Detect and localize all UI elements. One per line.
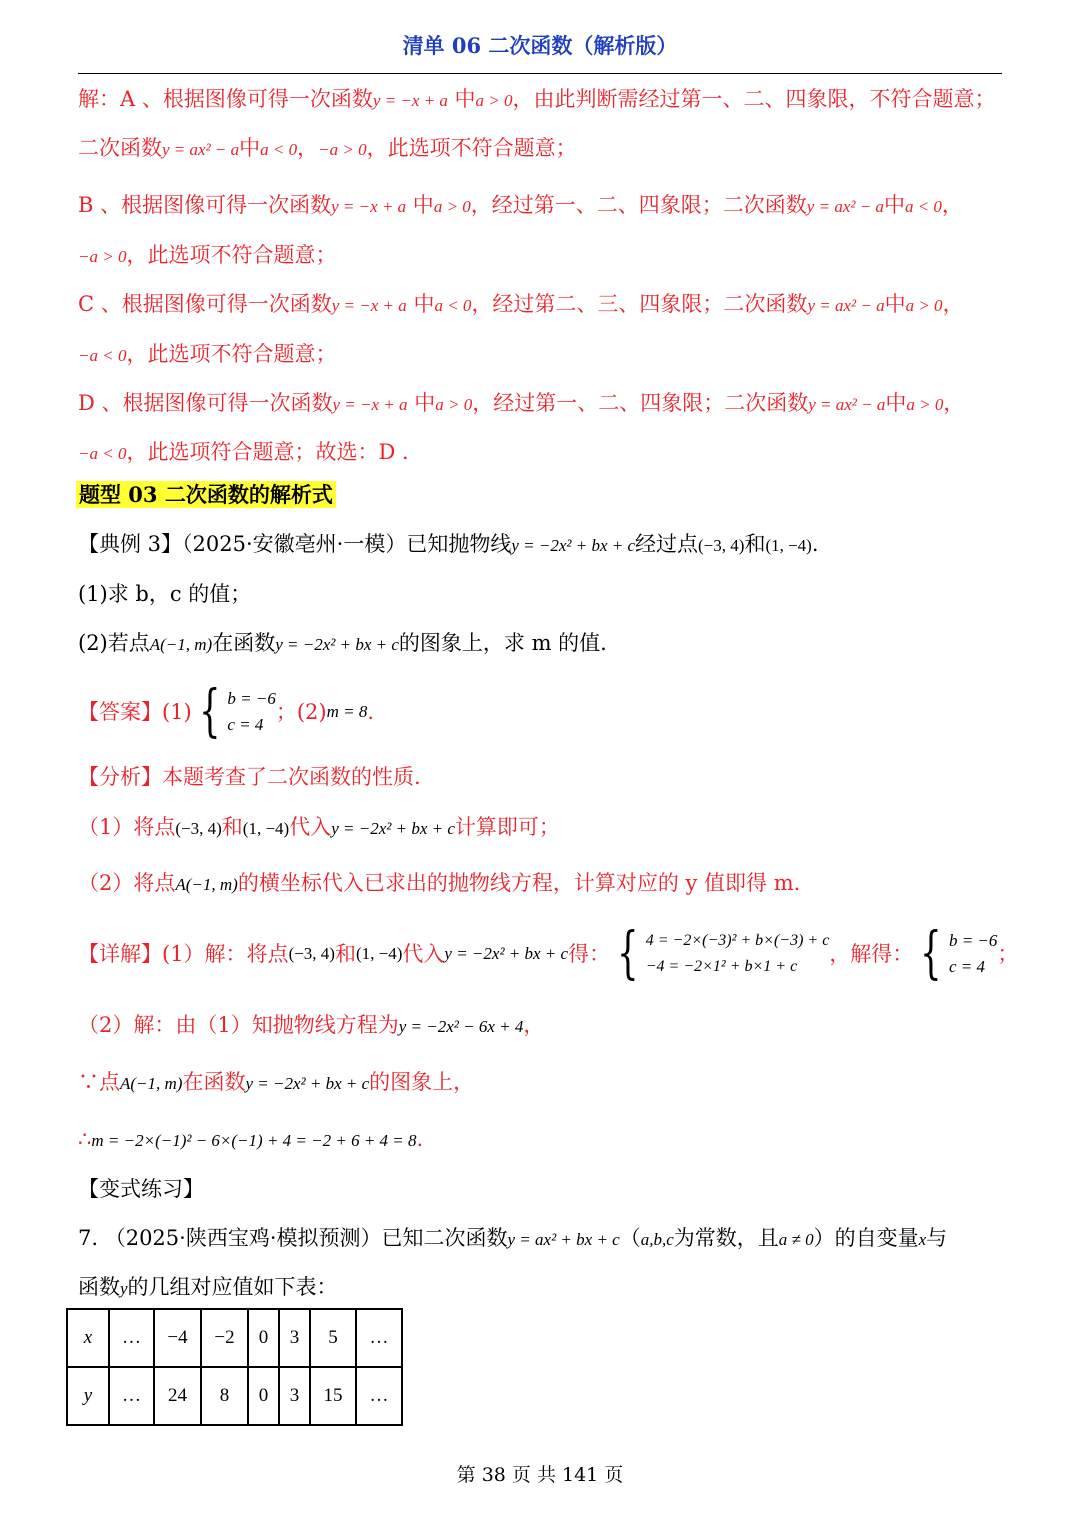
text: D 、根据图像可得一次函数: [78, 391, 333, 415]
table-cell: −2: [201, 1309, 248, 1367]
formula: a > 0: [906, 395, 944, 414]
detail-line-3: [78, 1067, 474, 1099]
text: .: [416, 1127, 424, 1151]
text: .: [367, 700, 375, 724]
text: D .: [378, 440, 409, 464]
text: ，此选项不符合题意；: [126, 342, 337, 366]
formula: y: [120, 1279, 128, 1298]
answer-line: [78, 679, 375, 744]
text: ，: [297, 136, 319, 160]
formula: y = ax² + bx + c: [507, 1230, 620, 1249]
text: （2）将点: [78, 871, 176, 895]
left-brace-icon: {: [920, 921, 942, 986]
text: 代入: [402, 942, 445, 966]
analysis-label: 【分析】本题考查了二次函数的性质.: [78, 765, 421, 789]
text: B 、根据图像可得一次函数: [78, 193, 332, 217]
text: C 、根据图像可得一次函数: [78, 292, 332, 316]
formula: (1, −4): [765, 536, 812, 555]
practice-label: 【变式练习】: [78, 1177, 204, 1201]
table-cell: …: [109, 1367, 154, 1425]
text: 中: [406, 292, 435, 316]
answer-label: 【答案】(1): [78, 700, 192, 724]
text: ，由此判断需经过第一、二、四象限，不符合题意；: [512, 87, 996, 111]
text: 中: [407, 391, 436, 415]
formula: y = ax² − a: [807, 296, 885, 315]
formula: (−3, 4): [175, 819, 222, 838]
table-cell: …: [356, 1309, 402, 1367]
equation-system: [646, 928, 830, 980]
text: 在函数: [182, 1070, 246, 1094]
left-brace-icon: {: [198, 679, 221, 744]
table-cell: 24: [154, 1367, 201, 1425]
table-cell: …: [109, 1309, 154, 1367]
text: 的几组对应值如下表：: [127, 1275, 338, 1299]
table-cell: y: [67, 1367, 109, 1425]
text: ∴: [78, 1127, 92, 1151]
detail-line-4: [78, 1124, 423, 1156]
text: 代入: [289, 815, 332, 839]
text: ，此选项不符合题意；: [126, 243, 337, 267]
formula: a > 0: [433, 197, 471, 216]
table-cell: 8: [201, 1367, 248, 1425]
solution-line-3: [78, 190, 963, 222]
question-7-line-1: [78, 1223, 947, 1255]
equation: c = 4: [227, 715, 264, 734]
question-7-line-2: [78, 1272, 338, 1304]
formula: a > 0: [475, 91, 513, 110]
formula: a < 0: [260, 140, 298, 159]
formula: a ≠ 0: [778, 1230, 814, 1249]
text: （2）解：由（1）知抛物线方程为: [78, 1013, 399, 1037]
formula: y = −x + a: [331, 296, 407, 315]
table-cell: 0: [248, 1367, 279, 1425]
formula: y = −2x² + bx + c: [444, 944, 569, 963]
text: 计算即可；: [454, 815, 560, 839]
text: ；: [997, 942, 1019, 966]
table-cell: 3: [279, 1367, 310, 1425]
text: 二次函数: [78, 136, 162, 160]
table-cell: 0: [248, 1309, 279, 1367]
formula: y = ax² − a: [162, 140, 240, 159]
solution-line-5: [78, 289, 964, 321]
values-table: [66, 1308, 403, 1426]
text: ，: [941, 193, 963, 217]
formula: (1, −4): [355, 944, 403, 963]
text: 中: [406, 193, 434, 217]
text: 和: [334, 942, 356, 966]
formula: a < 0: [434, 296, 472, 315]
text: 和: [744, 532, 766, 556]
solution-line-7: [78, 388, 964, 420]
text: 得：: [568, 942, 611, 966]
section-title: 题型 03 二次函数的解析式: [76, 481, 336, 508]
text: 经过点: [635, 532, 699, 556]
equation: −4 = −2×1² + b×1 + c: [645, 958, 798, 975]
table-cell: …: [356, 1367, 402, 1425]
text: 的横坐标代入已求出的抛物线方程，计算对应的 y 值即得 m.: [237, 871, 801, 895]
formula: x: [918, 1230, 927, 1249]
equation: 4 = −2×(−3)² + b×(−3) + c: [645, 932, 830, 949]
text: (2)若点: [78, 631, 150, 655]
page-footer: 第 38 页 共 141 页: [456, 1464, 624, 1486]
text: ，此选项不符合题意；: [366, 136, 577, 160]
text: 中: [883, 193, 905, 217]
formula: y = −2x² + bx + c: [511, 536, 636, 555]
text: ，解得：: [829, 942, 914, 966]
formula: a,b,c: [640, 1230, 674, 1249]
example-question-2: [78, 628, 607, 660]
solution-line-4: [78, 240, 336, 272]
text: .: [811, 532, 819, 556]
table-cell: 5: [310, 1309, 356, 1367]
formula: −a > 0: [318, 140, 367, 159]
text: 为常数，且: [673, 1226, 779, 1250]
text: ，: [943, 391, 965, 415]
formula: y = −2x² + bx + c: [245, 1074, 370, 1093]
formula: a > 0: [435, 395, 473, 414]
text: 中: [885, 391, 907, 415]
text: 解：A 、根据图像可得一次函数: [78, 87, 373, 111]
detail-line-2: [78, 1010, 544, 1042]
formula: y = −2x² + bx + c: [331, 819, 455, 838]
formula: y = −x + a: [372, 91, 448, 110]
text: ）的自变量: [813, 1226, 919, 1250]
text: ，经过第一、二、四象限；二次函数: [470, 193, 807, 217]
solution-line-6: [78, 339, 336, 371]
formula: y = −2x² + bx + c: [275, 635, 399, 654]
text: ，: [942, 292, 964, 316]
result-system: [949, 928, 997, 980]
analysis-step-2: [78, 868, 800, 900]
text: 的图象上，求 m 的值.: [398, 631, 607, 655]
left-brace-icon: {: [617, 921, 639, 986]
formula: y = ax² − a: [808, 395, 886, 414]
formula: A(−1, m): [175, 875, 238, 894]
text: ∵点: [78, 1070, 120, 1094]
formula: −a < 0: [78, 444, 127, 463]
text: 与: [926, 1226, 948, 1250]
formula: m = −2×(−1)² − 6×(−1) + 4 = −2 + 6 + 4 = 8: [91, 1131, 417, 1150]
formula: −a < 0: [78, 346, 127, 365]
table-row: [67, 1309, 402, 1367]
formula: A(−1, m): [149, 635, 213, 654]
text: ，此选项符合题意；故选：: [126, 440, 379, 464]
text: ，经过第一、二、四象限；二次函数: [472, 391, 809, 415]
analysis-step-1: [78, 812, 560, 844]
table-cell: −4: [154, 1309, 201, 1367]
formula: y = −x + a: [331, 197, 407, 216]
solution-line-1: [78, 84, 996, 116]
formula: (1, −4): [242, 819, 290, 838]
text: ，经过第二、三、四象限；二次函数: [471, 292, 808, 316]
text: ，: [523, 1013, 545, 1037]
equation: c = 4: [948, 957, 985, 976]
formula: m = 8: [326, 702, 368, 721]
formula: y = ax² − a: [806, 197, 884, 216]
detail-line-1: [78, 921, 1019, 986]
equation: b = −6: [948, 931, 998, 950]
text: （1）将点: [78, 815, 176, 839]
text: 中: [239, 136, 261, 160]
text: ；(2): [275, 700, 327, 724]
table-cell: x: [67, 1309, 109, 1367]
formula: (−3, 4): [288, 944, 335, 963]
formula: −a > 0: [78, 247, 127, 266]
solution-line-8: [78, 437, 409, 469]
text: 函数: [78, 1275, 120, 1299]
formula: a < 0: [904, 197, 942, 216]
text: 中: [884, 292, 906, 316]
section-heading: [76, 480, 336, 510]
text: （: [619, 1226, 641, 1250]
page-header-title: 清单 06 二次函数（解析版）: [402, 33, 678, 58]
text: 7. （2025·陕西宝鸡·模拟预测）已知二次函数: [78, 1226, 508, 1250]
formula: (−3, 4): [698, 536, 745, 555]
example-intro: [78, 529, 819, 561]
text: 和: [221, 815, 243, 839]
text: 的图象上，: [369, 1070, 475, 1094]
table-cell: 3: [279, 1309, 310, 1367]
table-cell: 15: [310, 1367, 356, 1425]
detail-label: 【详解】(1）解：将点: [78, 942, 289, 966]
solution-line-2: [78, 133, 577, 165]
answer-system: [227, 686, 275, 738]
equation: b = −6: [227, 689, 276, 708]
text: 在函数: [212, 631, 276, 655]
text: 【典例 3】（2025·安徽亳州·一模）已知抛物线: [78, 532, 512, 556]
text: 中: [447, 87, 476, 111]
header-divider: [78, 73, 1002, 74]
table-row: [67, 1367, 402, 1425]
example-question-1: (1)求 b，c 的值；: [78, 582, 252, 606]
formula: y = −x + a: [332, 395, 408, 414]
formula: A(−1, m): [120, 1074, 183, 1093]
formula: y = −2x² − 6x + 4: [398, 1017, 524, 1036]
formula: a > 0: [905, 296, 943, 315]
